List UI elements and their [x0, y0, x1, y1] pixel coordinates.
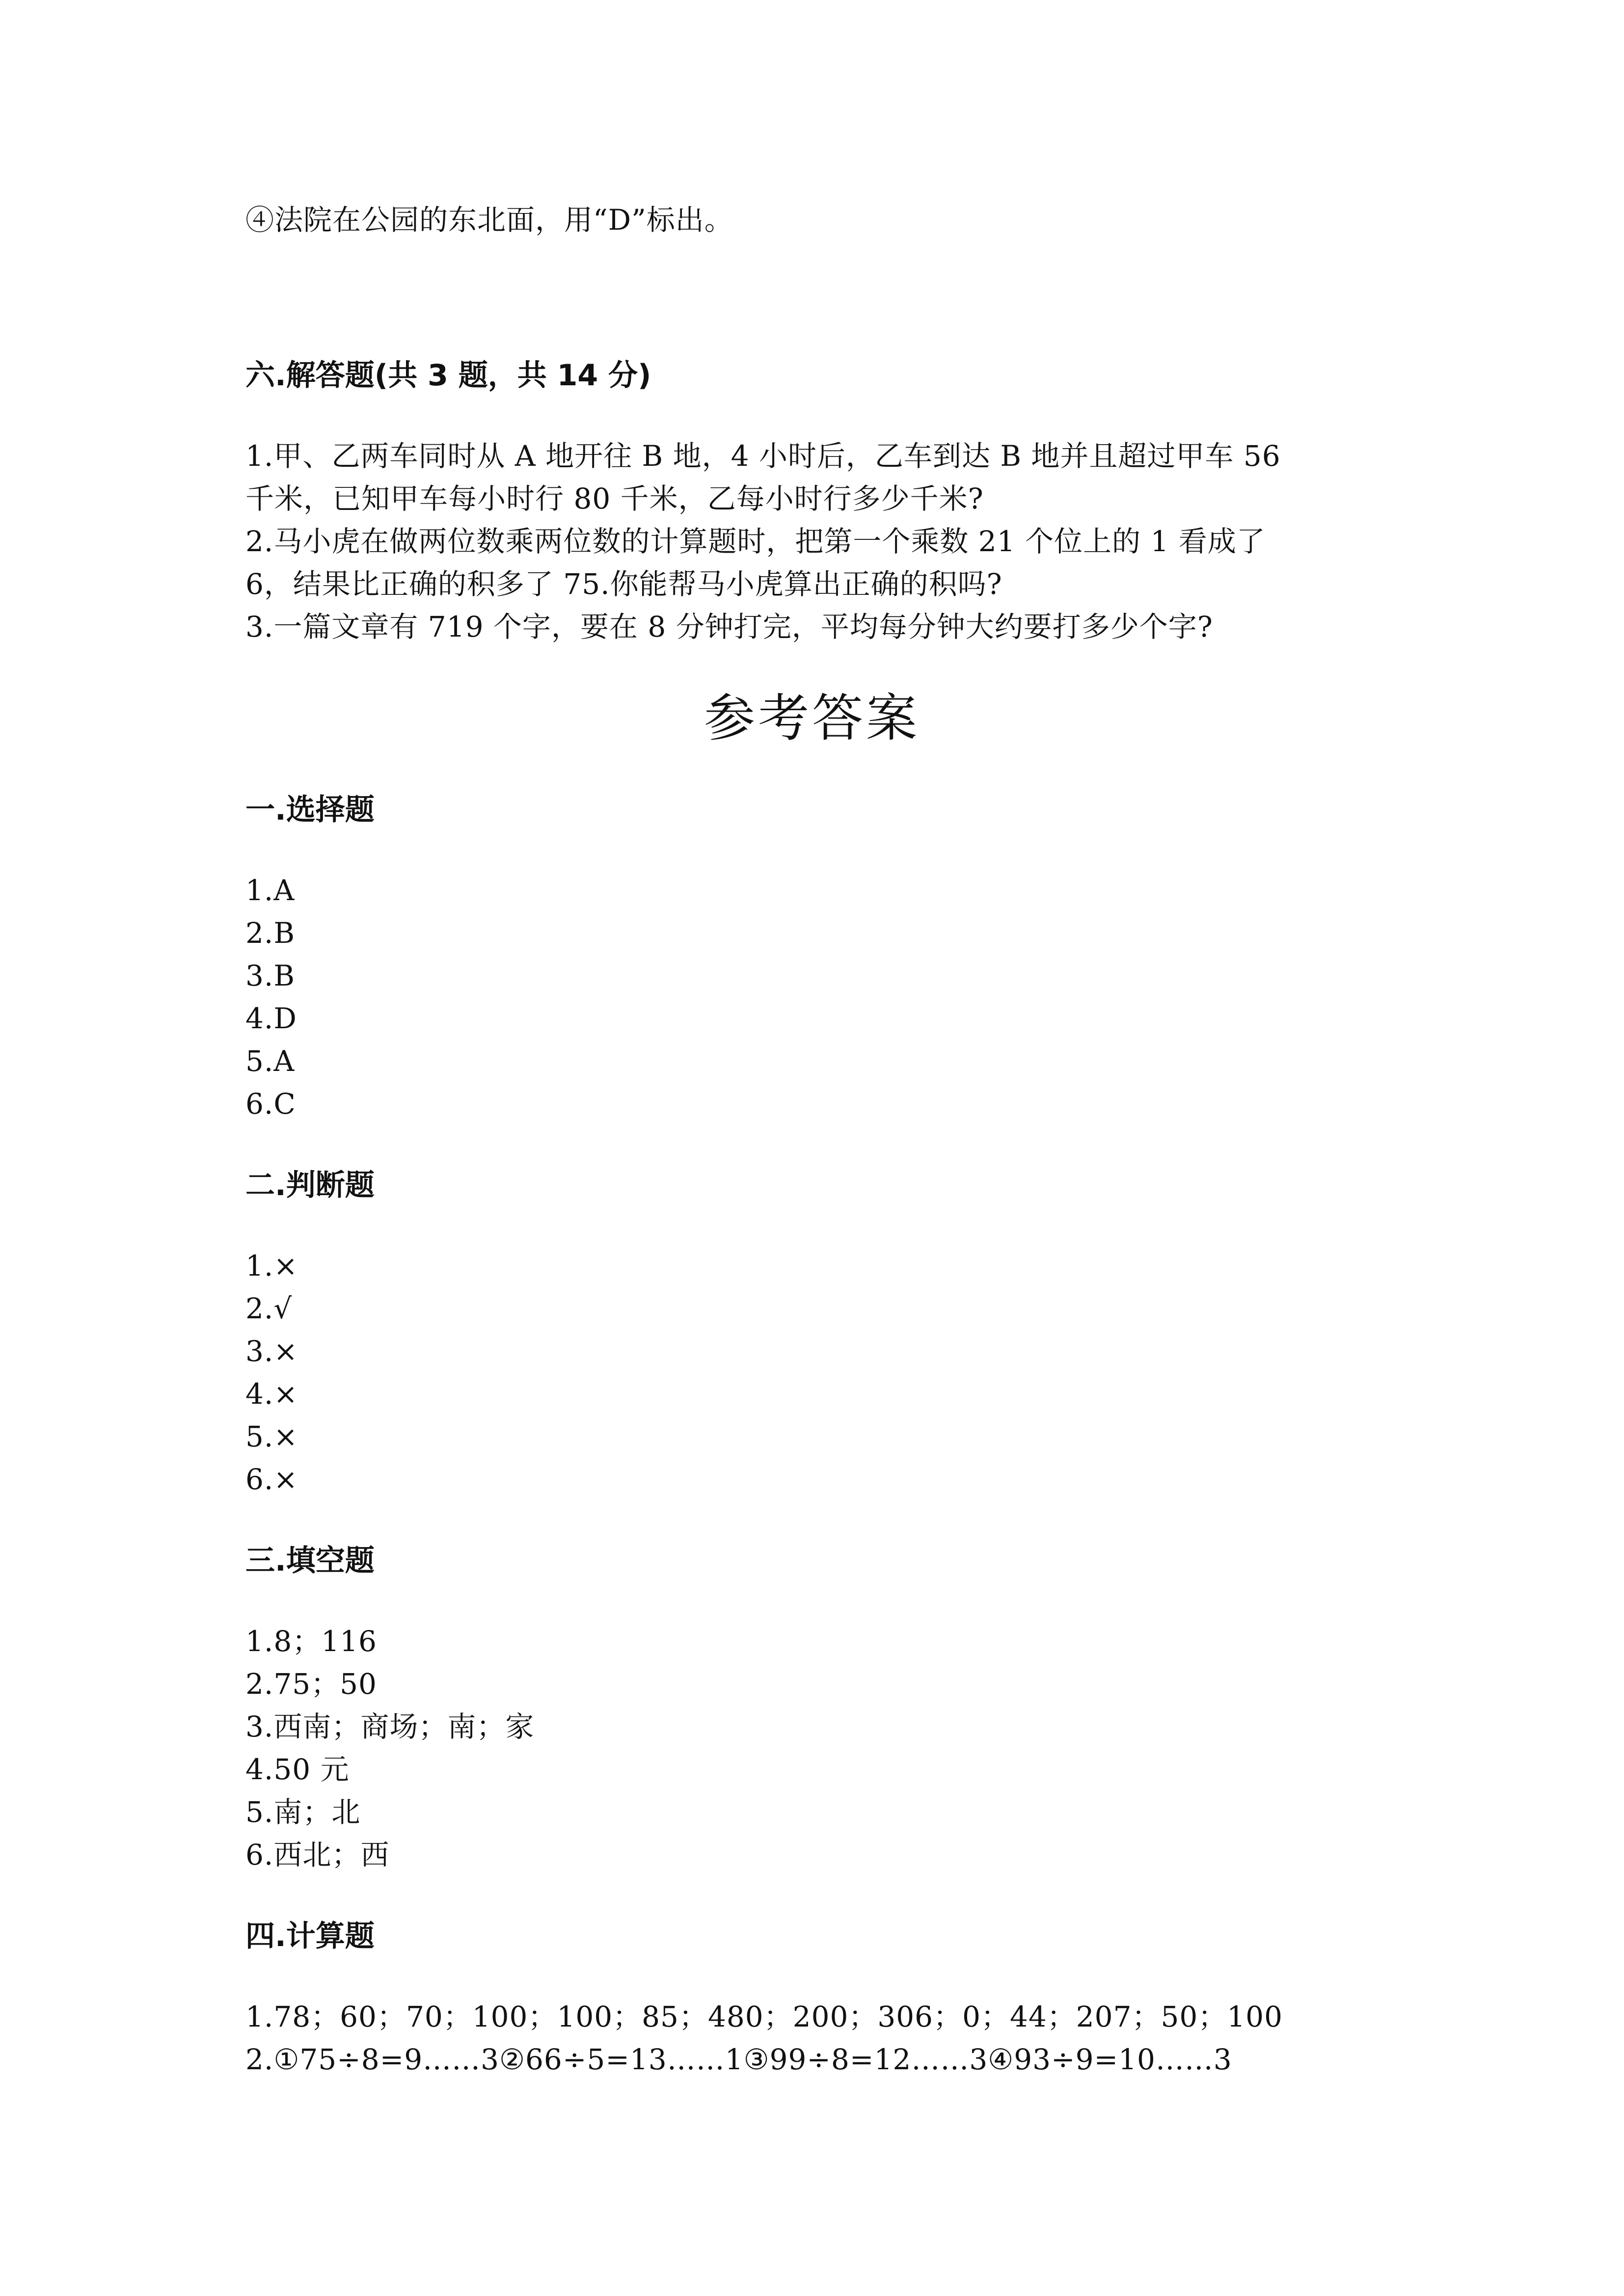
- question-2-line-1: 2.马小虎在做两位数乘两位数的计算题时，把第一个乘数 21 个位上的 1 看成了: [245, 525, 1266, 558]
- section-6-heading: 六.解答题(共 3 题，共 14 分): [245, 358, 651, 393]
- calc-heading: 四.计算题: [245, 1919, 375, 1953]
- fill-answer-6: 6.西北；西: [245, 1838, 390, 1871]
- fill-answer-5: 5.南；北: [245, 1795, 361, 1829]
- fill-answer-4: 4.50 元: [245, 1753, 350, 1786]
- fill-answer-2: 2.75；50: [245, 1667, 377, 1701]
- choice-heading: 一.选择题: [245, 793, 375, 827]
- question-3: 3.一篇文章有 719 个字，要在 8 分钟打完，平均每分钟大约要打多少个字?: [245, 610, 1213, 643]
- choice-answer-4: 4.D: [245, 1002, 297, 1035]
- calc-answer-2: 2.①75÷8=9……3②66÷5=13……1③99÷8=12……3④93÷9=10……3: [245, 2043, 1232, 2076]
- judge-answer-3: 3.×: [245, 1335, 298, 1368]
- fill-heading: 三.填空题: [245, 1544, 375, 1578]
- judge-heading: 二.判断题: [245, 1168, 375, 1202]
- choice-answer-5: 5.A: [245, 1044, 295, 1078]
- fill-answer-1: 1.8；116: [245, 1625, 377, 1658]
- judge-answer-6: 6.×: [245, 1463, 298, 1496]
- answers-title: 参考答案: [704, 688, 920, 748]
- question-2-line-2: 6，结果比正确的积多了 75.你能帮马小虎算出正确的积吗?: [245, 567, 1002, 601]
- choice-answer-3: 3.B: [245, 959, 295, 992]
- choice-answer-6: 6.C: [245, 1087, 296, 1121]
- map-task-note: ④法院在公园的东北面，用“D”标出。: [245, 203, 733, 237]
- calc-answer-1: 1.78；60；70；100；100；85；480；200；306；0；44；207；50；100: [245, 2000, 1283, 2033]
- fill-answer-3: 3.西南；商场；南；家: [245, 1710, 535, 1743]
- question-1-line-1: 1.甲、乙两车同时从 A 地开往 B 地，4 小时后，乙车到达 B 地并且超过甲车 56: [245, 439, 1281, 473]
- choice-answer-2: 2.B: [245, 916, 295, 950]
- judge-answer-2: 2.√: [245, 1292, 293, 1325]
- choice-answer-1: 1.A: [245, 874, 295, 907]
- question-1-line-2: 千米，已知甲车每小时行 80 千米，乙每小时行多少千米?: [245, 482, 984, 515]
- judge-answer-1: 1.×: [245, 1249, 298, 1282]
- judge-answer-4: 4.×: [245, 1377, 298, 1411]
- judge-answer-5: 5.×: [245, 1420, 298, 1453]
